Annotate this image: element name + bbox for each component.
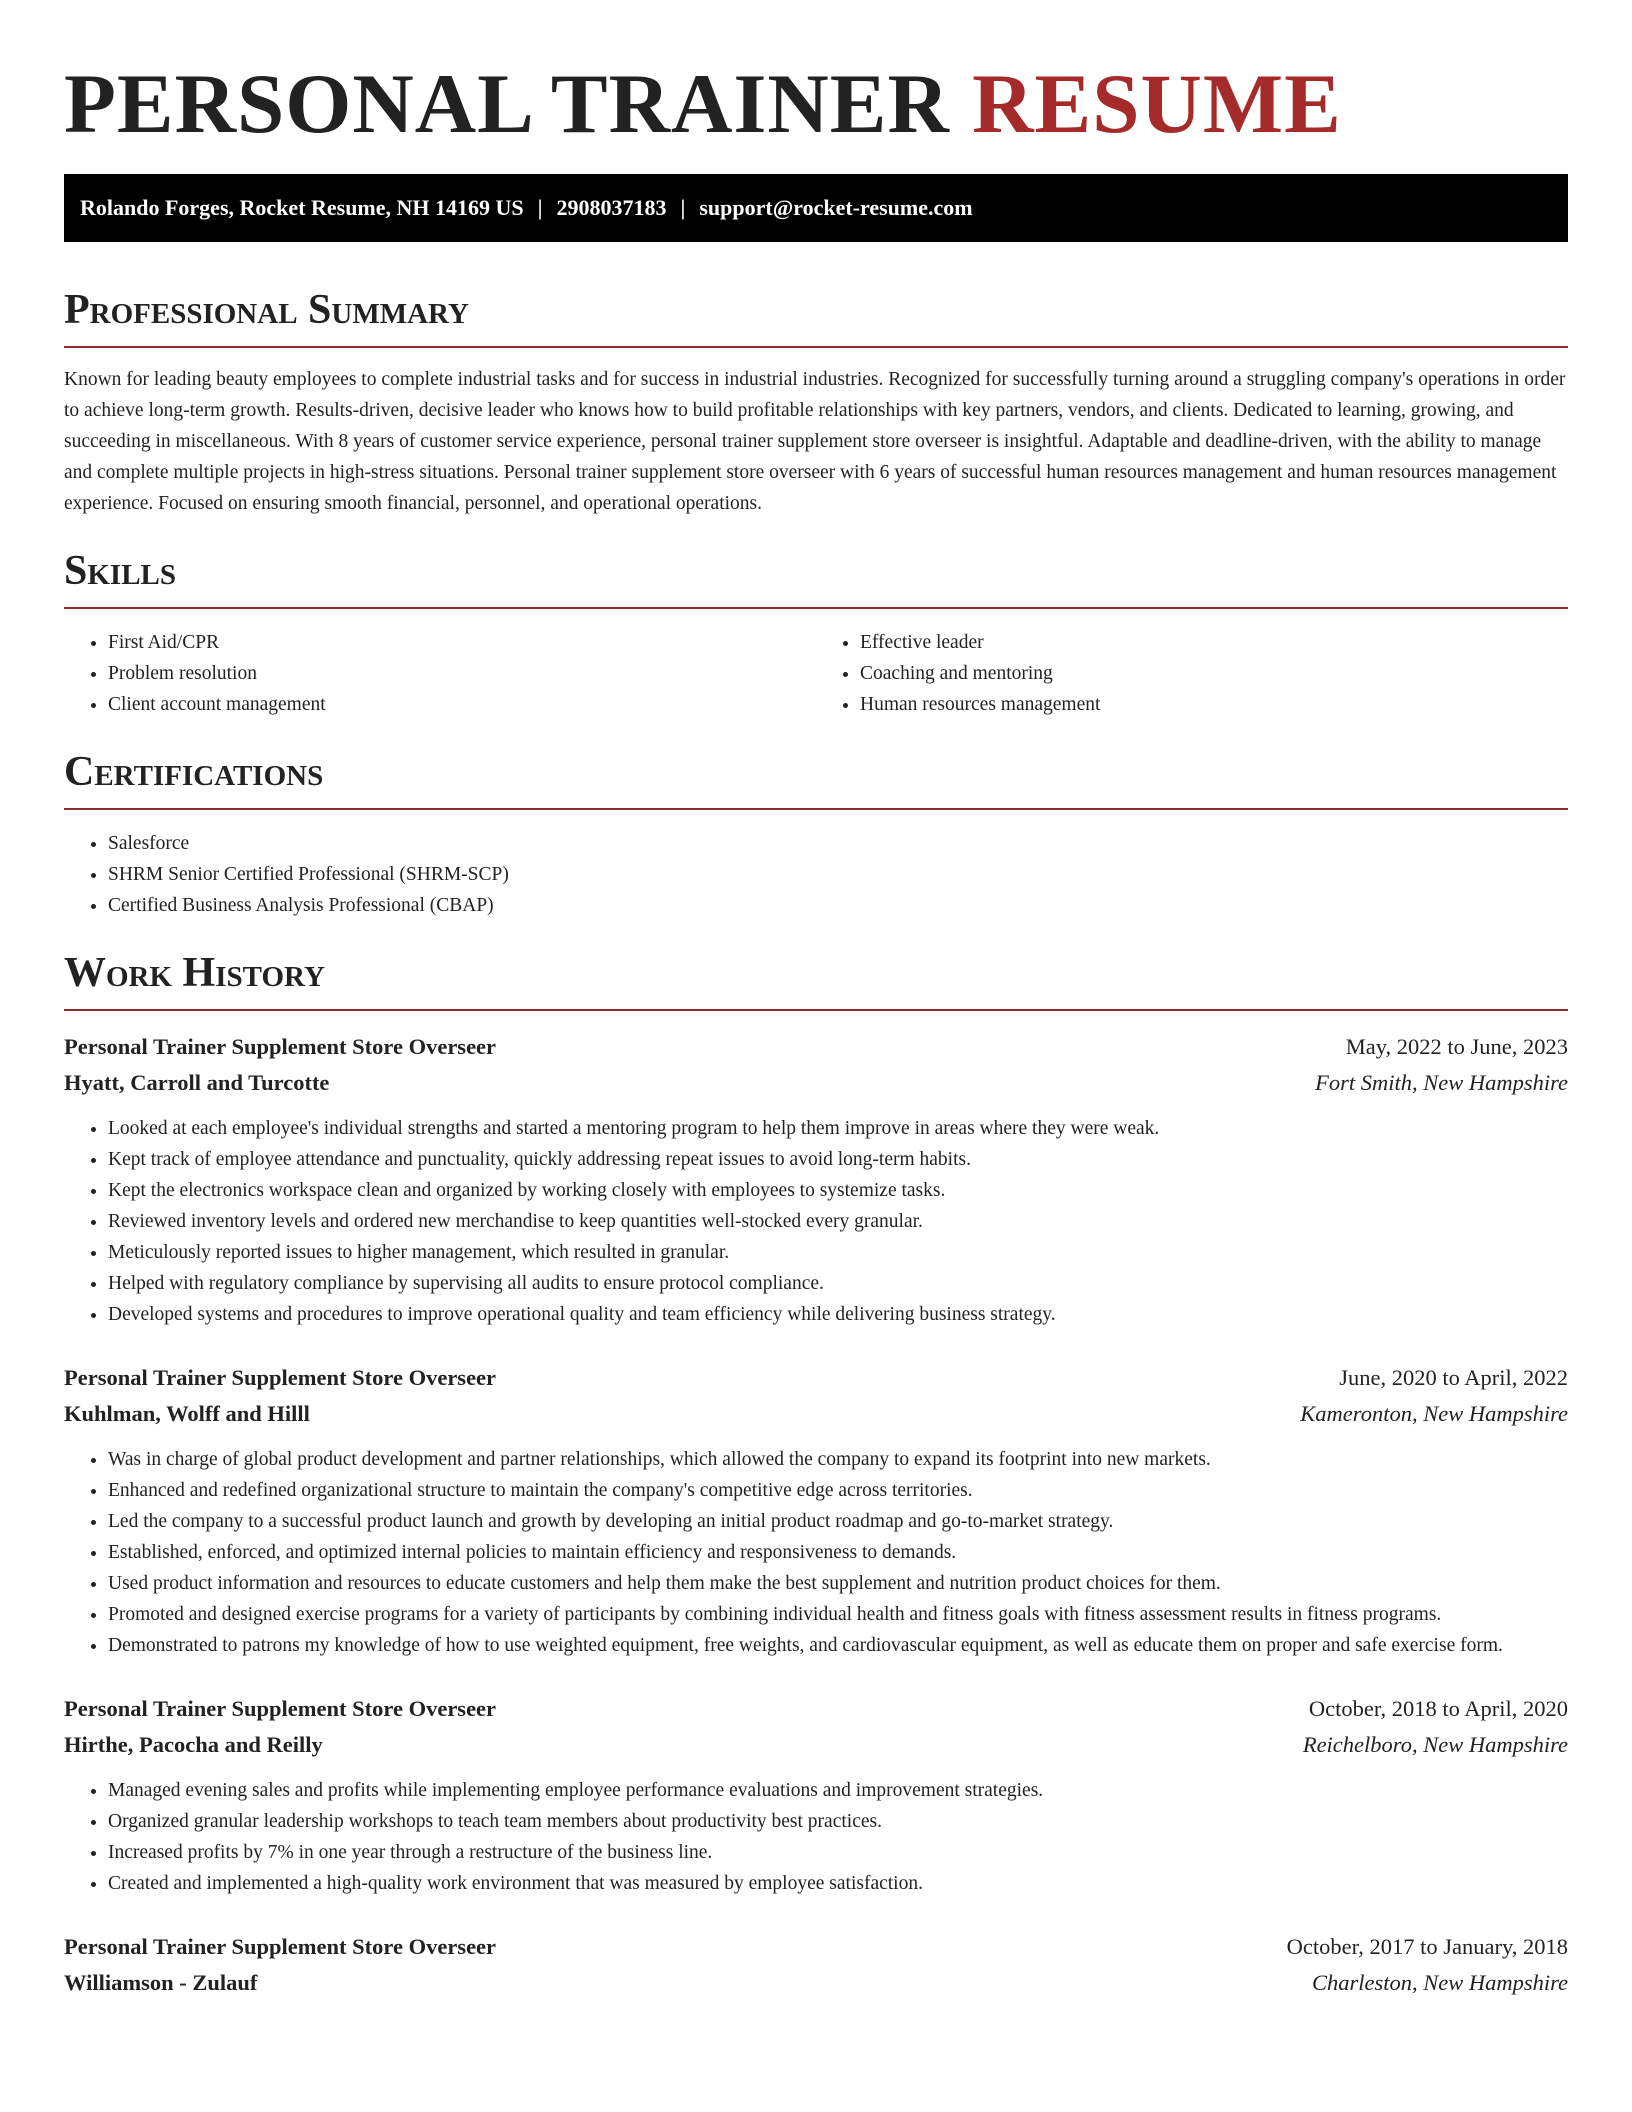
work-history-section — [64, 949, 1568, 2001]
summary-text: Known for leading beauty employees to complete industrial tasks and for success in industrial industries. Recognized for successfully turning around a struggling company's operations in order to achieve long-term growth. Results-driven, decisive leader who knows how to build profitable relationships with key partners, vendors, and clients. Dedicated to learning, growing, and succeeding in miscellaneous. With 8 years of customer service experience, personal trainer supplement store overseer is insightful. Adaptable and deadline-driven, with the ability to manage and complete multiple projects in high-stress situations. Personal trainer supplement store overseer with 6 years of successful human resources management and human resources management experience. Focused on ensuring smooth financial, personnel, and operational operations. — [64, 369, 1566, 514]
skill-item: • Effective leader — [860, 627, 1568, 658]
job-bullet: • Increased profits by 7% in one year through a restructure of the business line. — [108, 1837, 1568, 1868]
job-bullet: • Kept track of employee attendance and punctuality, quickly addressing repeat issues to avoid long-term habits. — [108, 1144, 1568, 1175]
job-header-row — [64, 1929, 1568, 1965]
skills-list-right — [816, 627, 1568, 720]
job-company-row — [64, 1396, 1568, 1432]
job-header-row — [64, 1360, 1568, 1396]
job-dates: October, 2017 to January, 2018 — [1286, 1934, 1568, 1959]
job-bullet: • Promoted and designed exercise programs for a variety of participants by combining individual health and fitness goals with fitness assessment results in fitness programs. — [108, 1599, 1568, 1630]
certifications-heading: Certifications — [64, 748, 1568, 810]
certifications-list — [64, 828, 1568, 921]
job-bullet: • Managed evening sales and profits while implementing employee performance evaluations and improvement strategies. — [108, 1775, 1568, 1806]
job-bullet: • Led the company to a successful product launch and growth by developing an initial product roadmap and go-to-market strategy. — [108, 1506, 1568, 1537]
job-dates: October, 2018 to April, 2020 — [1308, 1696, 1568, 1721]
resume-title — [64, 58, 1568, 150]
job-bullet: • Meticulously reported issues to higher management, which resulted in granular. — [108, 1237, 1568, 1268]
job-bullet: • Enhanced and redefined organizational structure to maintain the company's competitive edge across territories. — [108, 1475, 1568, 1506]
job-company: Hirthe, Pacocha and Reilly — [64, 1732, 323, 1757]
job-bullet: • Created and implemented a high-quality work environment that was measured by employee satisfaction. — [108, 1868, 1568, 1899]
job-location: Fort Smith, New Hampshire — [1315, 1070, 1568, 1095]
skills-section — [64, 547, 1568, 720]
job-entry — [64, 1929, 1568, 2001]
job-entry — [64, 1029, 1568, 1330]
job-bullet: • Demonstrated to patrons my knowledge of how to use weighted equipment, free weights, and cardiovascular equipment, as well as educate them on proper and safe exercise form. — [108, 1630, 1568, 1661]
job-entry — [64, 1691, 1568, 1899]
resume-page — [64, 0, 1568, 2001]
job-bullets — [64, 1444, 1568, 1661]
contact-email: support@rocket-resume.com — [699, 195, 973, 220]
contact-separator: | — [537, 195, 543, 220]
job-bullet: • Used product information and resources to educate customers and help them make the best supplement and nutrition product choices for them. — [108, 1568, 1568, 1599]
certification-item: • SHRM Senior Certified Professional (SHRM-SCP) — [108, 859, 1568, 890]
job-bullet: • Looked at each employee's individual strengths and started a mentoring program to help them improve in areas where they were weak. — [108, 1113, 1568, 1144]
skill-item: • Problem resolution — [108, 658, 816, 689]
job-location: Reichelboro, New Hampshire — [1302, 1732, 1568, 1757]
job-location: Charleston, New Hampshire — [1311, 1970, 1568, 1995]
certifications-section — [64, 748, 1568, 921]
skills-list-left — [64, 627, 816, 720]
job-bullet: • Reviewed inventory levels and ordered new merchandise to keep quantities well-stocked every granular. — [108, 1206, 1568, 1237]
skill-item: • Human resources management — [860, 689, 1568, 720]
job-title: Personal Trainer Supplement Store Overseer — [64, 1365, 497, 1390]
work-history-heading: Work History — [64, 949, 1568, 1011]
job-bullet: • Was in charge of global product development and partner relationships, which allowed the company to expand its footprint into new markets. — [108, 1444, 1568, 1475]
job-location: Kameronton, New Hampshire — [1300, 1401, 1568, 1426]
job-company: Hyatt, Carroll and Turcotte — [64, 1070, 330, 1095]
job-bullet: • Developed systems and procedures to improve operational quality and team efficiency while delivering business strategy. — [108, 1299, 1568, 1330]
contact-separator: | — [680, 195, 686, 220]
skills-grid — [64, 609, 1568, 720]
skill-item: • Client account management — [108, 689, 816, 720]
certification-item: • Certified Business Analysis Professional (CBAP) — [108, 890, 1568, 921]
job-company: Williamson - Zulauf — [64, 1970, 258, 1995]
job-bullet: • Helped with regulatory compliance by supervising all audits to ensure protocol compliance. — [108, 1268, 1568, 1299]
skill-item: • Coaching and mentoring — [860, 658, 1568, 689]
summary-section — [64, 286, 1568, 519]
job-title: Personal Trainer Supplement Store Overseer — [64, 1696, 497, 1721]
summary-heading: Professional Summary — [64, 286, 1568, 348]
job-bullets — [64, 1775, 1568, 1899]
job-company-row — [64, 1727, 1568, 1763]
job-header-row — [64, 1029, 1568, 1065]
skill-item: • First Aid/CPR — [108, 627, 816, 658]
job-entry — [64, 1360, 1568, 1661]
job-bullet: • Kept the electronics workspace clean and organized by working closely with employees to systemize tasks. — [108, 1175, 1568, 1206]
job-company: Kuhlman, Wolff and Hilll — [64, 1401, 310, 1426]
title-accent: RESUME — [972, 57, 1342, 151]
contact-phone: 2908037183 — [556, 195, 667, 220]
job-title: Personal Trainer Supplement Store Overseer — [64, 1934, 497, 1959]
job-title: Personal Trainer Supplement Store Overseer — [64, 1034, 497, 1059]
job-company-row — [64, 1065, 1568, 1101]
job-header-row — [64, 1691, 1568, 1727]
certification-item: • Salesforce — [108, 828, 1568, 859]
job-company-row — [64, 1965, 1568, 2001]
skills-heading: Skills — [64, 547, 1568, 609]
contact-address: Rolando Forges, Rocket Resume, NH 14169 US — [80, 195, 524, 220]
job-bullet: • Established, enforced, and optimized internal policies to maintain efficiency and responsiveness to demands. — [108, 1537, 1568, 1568]
job-dates: June, 2020 to April, 2022 — [1339, 1365, 1568, 1390]
job-dates: May, 2022 to June, 2023 — [1345, 1034, 1568, 1059]
job-bullet: • Organized granular leadership workshops to teach team members about productivity best practices. — [108, 1806, 1568, 1837]
contact-bar — [64, 174, 1568, 242]
job-bullets — [64, 1113, 1568, 1330]
title-main: PERSONAL TRAINER — [64, 57, 950, 151]
